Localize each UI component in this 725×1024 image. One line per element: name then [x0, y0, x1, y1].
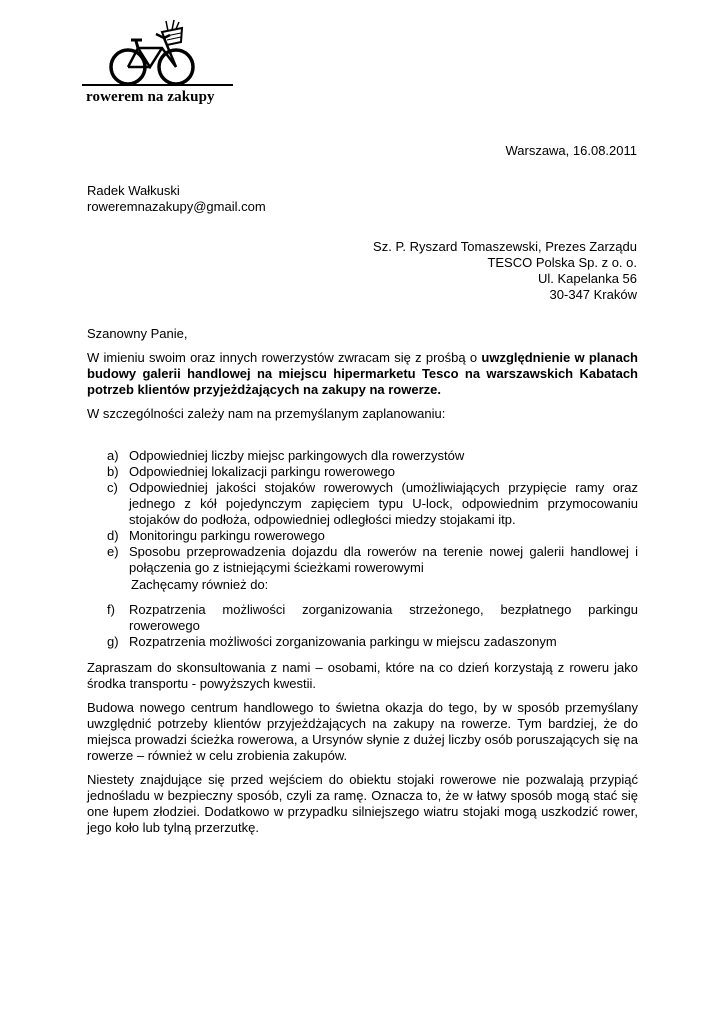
- list-item: [107, 448, 638, 464]
- encourage-list: [107, 602, 638, 650]
- intro-paragraph: [87, 350, 638, 398]
- recipient-line-3: Ul. Kapelanka 56: [537, 271, 637, 286]
- list-text: Odpowiedniej jakości stojaków rowerowych (umożliwiających przypięcie ramy oraz jednego z kół pojedynczym zapięciem typu U-lock, odpowiednim przymocowaniu stojaków do podłoża, odpowiedniej odległości miedzy stojakami itp.: [129, 480, 638, 527]
- list-text: Rozpatrzenia możliwości zorganizowania strzeżonego, bezpłatnego parkingu rowerowego: [129, 602, 638, 633]
- list-marker: d): [107, 528, 119, 543]
- list-text: Odpowiedniej lokalizacji parkingu rowerowego: [129, 464, 395, 479]
- encourage-line: Zachęcamy również do:: [131, 577, 269, 592]
- sender-name: Radek Wałkuski: [87, 183, 180, 198]
- bicycle-with-basket-icon: [82, 18, 242, 90]
- recipient-line-4: 30-347 Kraków: [549, 287, 637, 302]
- recipient-line-2: TESCO Polska Sp. z o. o.: [487, 255, 637, 270]
- particular-line: W szczególności zależy nam na przemyślanym zaplanowaniu:: [87, 406, 446, 421]
- list-item: [107, 602, 638, 634]
- list-item: [107, 634, 638, 650]
- consult-paragraph: Zapraszam do skonsultowania z nami – osobami, które na co dzień korzystają z roweru jako środka transportu - powyższych kwestii.: [87, 660, 638, 691]
- recipient-line-1: Sz. P. Ryszard Tomaszewski, Prezes Zarządu: [373, 239, 637, 254]
- list-item: [107, 480, 638, 528]
- intro-plain: W imieniu swoim oraz innych rowerzystów zwracam się z prośbą o: [87, 350, 482, 365]
- list-item: [107, 464, 638, 480]
- date-line: Warszawa, 16.08.2011: [505, 143, 637, 158]
- sender-email: roweremnazakupy@gmail.com: [87, 199, 266, 214]
- list-marker: f): [107, 602, 115, 617]
- logo: [82, 18, 242, 113]
- list-text: Odpowiedniej liczby miejsc parkingowych dla rowerzystów: [129, 448, 465, 463]
- racks-paragraph: Niestety znajdujące się przed wejściem do obiektu stojaki rowerowe nie pozwalają przypiąć jednośladu w bezpieczny sposób, czyli za ramę. Oznacza to, że w łatwy sposób mogą stać się one łupem złodziei. Dodatkowo w przypadku silniejszego wiatru stojaki mogą uszkodzić rower, jego koło lub tylną przerzutkę.: [87, 772, 638, 835]
- list-item: [107, 544, 638, 576]
- logo-text: rowerem na zakupy: [86, 89, 215, 105]
- list-text: Rozpatrzenia możliwości zorganizowania parkingu w miejscu zadaszonym: [129, 634, 557, 649]
- list-marker: g): [107, 634, 119, 649]
- list-marker: c): [107, 480, 118, 495]
- list-marker: a): [107, 448, 119, 463]
- list-item: [107, 528, 638, 544]
- intro-bold: uwzględnienie w planach budowy galerii handlowej na miejscu hipermarketu Tesco na warszawskich Kabatach potrzeb klientów przyjeżdżających na zakupy na rowerze.: [87, 350, 638, 397]
- list-marker: b): [107, 464, 119, 479]
- list-text: Sposobu przeprowadzenia dojazdu dla rowerów na terenie nowej galerii handlowej i połączenia go z istniejącymi ścieżkami rowerowymi: [129, 544, 638, 575]
- list-text: Monitoringu parkingu rowerowego: [129, 528, 325, 543]
- construction-paragraph: Budowa nowego centrum handlowego to świetna okazja do tego, by w sposób przemyślany uwzględnić potrzeby klientów przyjeżdżających na zakupy na rowerze. Tym bardziej, że do miejsca prowadzi ścieżka rowerowa, a Ursynów słynie z dużej liczby osób poruszających się na rowerze – również w celu zrobienia zakupów.: [87, 700, 638, 763]
- salutation: Szanowny Panie,: [87, 326, 188, 341]
- requirements-list: [107, 448, 638, 576]
- list-marker: e): [107, 544, 119, 559]
